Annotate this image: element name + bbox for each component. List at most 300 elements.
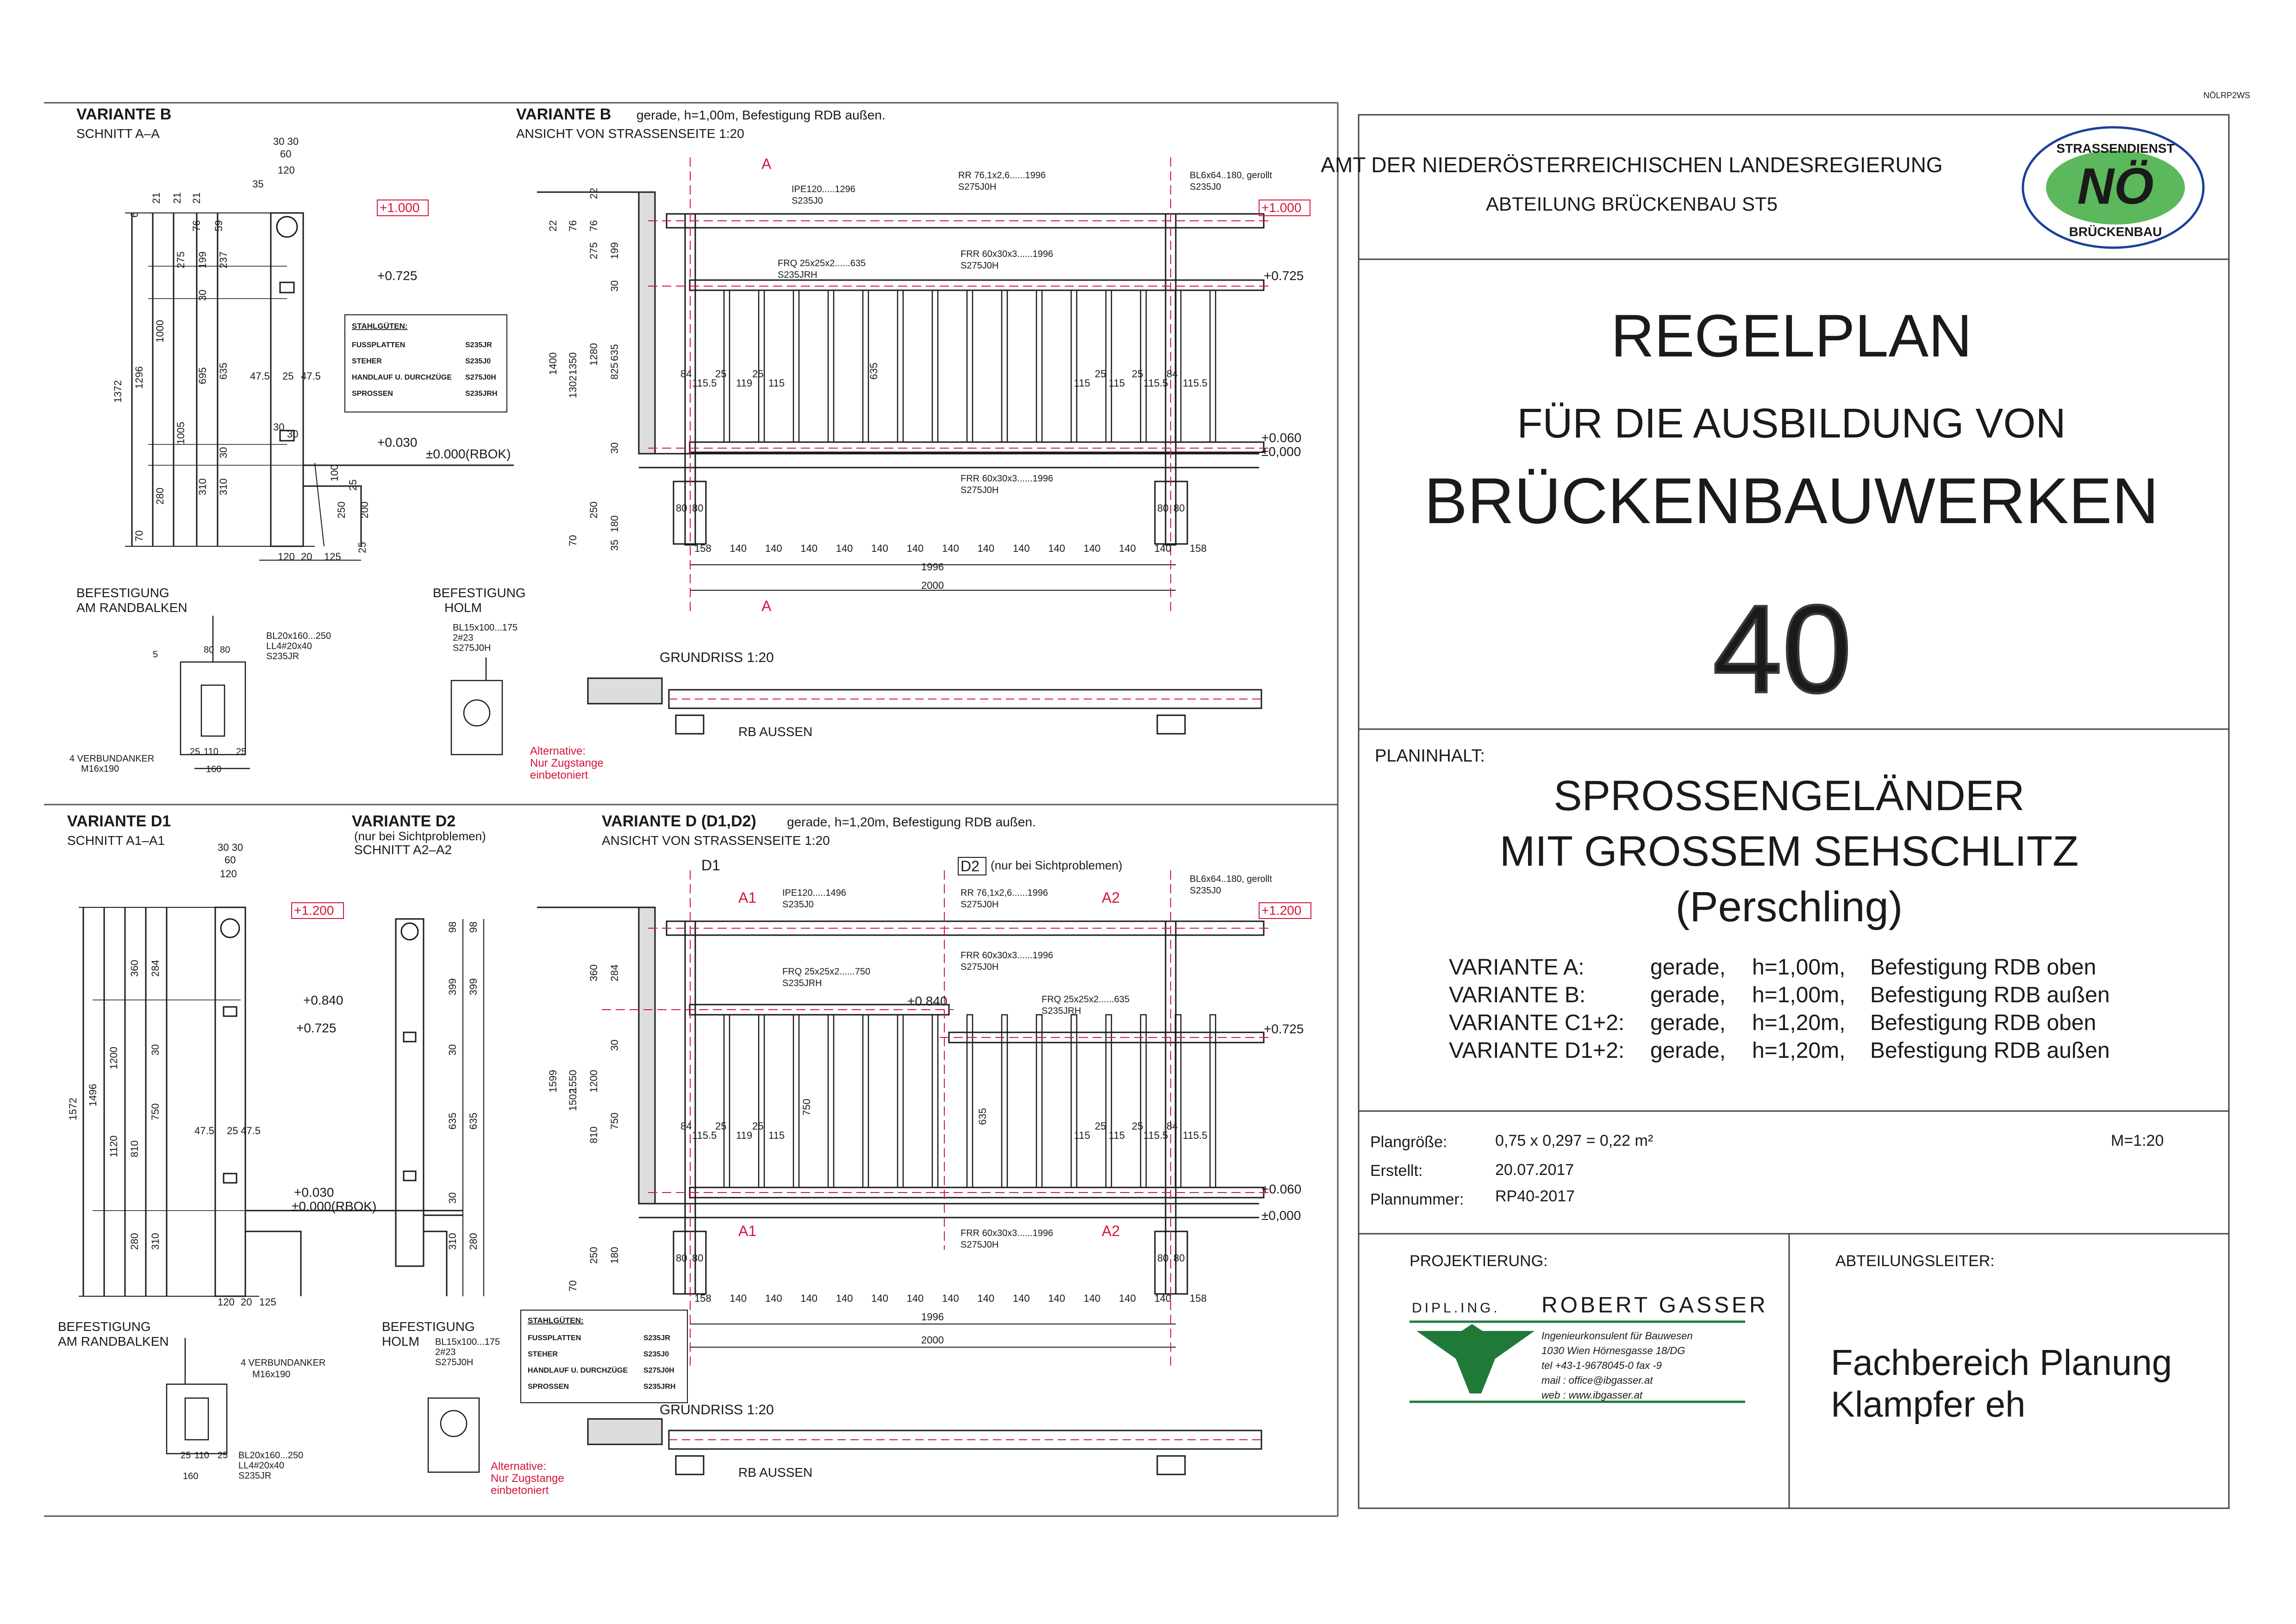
variant-d-fix-holm-title2: HOLM (382, 1334, 419, 1349)
railing-bar (1071, 1015, 1077, 1187)
variant-b-section-mark: A (761, 156, 772, 172)
svg-text:76: 76 (567, 220, 579, 231)
svg-text:BL15x100...175: BL15x100...175 (453, 623, 518, 633)
spacing-dim: 140 (730, 1293, 747, 1304)
svg-text:1000: 1000 (154, 320, 166, 343)
variant-d-d1-label: D1 (701, 857, 720, 874)
variant-b-elevation-subtitle: ANSICHT VON STRASSENSEITE 1:20 (516, 126, 744, 141)
spacing-dim: 140 (1048, 543, 1066, 554)
spacing-dim: 140 (730, 543, 747, 554)
spacing-dim: 140 (1154, 1293, 1172, 1304)
svg-text:21: 21 (191, 192, 202, 204)
svg-text:M16x190: M16x190 (252, 1369, 291, 1380)
svg-text:80: 80 (220, 645, 231, 655)
svg-text:60: 60 (225, 854, 236, 866)
svg-text:S275J0H: S275J0H (961, 261, 999, 271)
spacing-dim: 140 (836, 543, 853, 554)
svg-text:76: 76 (191, 220, 202, 231)
svg-text:115: 115 (768, 377, 785, 389)
svg-text:S235J0: S235J0 (792, 196, 823, 206)
svg-text:S235JR: S235JR (238, 1471, 272, 1481)
svg-text:LL4#20x40: LL4#20x40 (238, 1461, 284, 1471)
steel-row-item: STEHER (352, 357, 382, 365)
variant-b-section-dims (112, 136, 370, 562)
svg-text:25: 25 (190, 747, 200, 757)
spacing-dim: 140 (942, 543, 959, 554)
variant-b-fix-edge-detail (181, 616, 250, 768)
svg-text:A2: A2 (1102, 1223, 1120, 1239)
svg-text:BL15x100...175: BL15x100...175 (435, 1337, 500, 1347)
svg-text:1280: 1280 (588, 343, 599, 366)
svg-text:25: 25 (752, 368, 764, 380)
svg-text:25: 25 (227, 1125, 238, 1137)
svg-text:70: 70 (567, 1280, 579, 1292)
svg-text:FUSSPLATTEN: FUSSPLATTEN (528, 1334, 581, 1342)
svg-text:160: 160 (206, 764, 222, 775)
variant-row-height: h=1,20m, (1752, 1011, 1846, 1035)
svg-text:FRQ 25x25x2......635: FRQ 25x25x2......635 (1042, 994, 1130, 1005)
railing-bar (1141, 1015, 1146, 1187)
variant-row-height: h=1,20m, (1752, 1038, 1846, 1063)
variant-d2-note: (nur bei Sichtproblemen) (354, 829, 486, 843)
svg-text:1296: 1296 (133, 366, 145, 389)
variant-b-rb-label: RB AUSSEN (738, 725, 813, 739)
plan-no-value: RP40-2017 (1495, 1187, 1575, 1205)
svg-text:115.5: 115.5 (1143, 377, 1168, 389)
svg-text:76: 76 (588, 220, 599, 231)
svg-text:80: 80 (676, 1252, 687, 1264)
variant-b-elev-level-0060: +0.060 (1261, 431, 1302, 445)
variant-b-elevation-title-rest: gerade, h=1,00m, Befestigung RDB außen. (636, 108, 886, 122)
svg-text:S275J0H: S275J0H (961, 962, 999, 972)
svg-text:25: 25 (752, 1120, 764, 1132)
variant-d-railing (537, 907, 1264, 1347)
steel-row-grade: S235J0 (465, 357, 491, 365)
dim-total: 1996 (921, 561, 944, 573)
railing-bar (932, 1015, 938, 1187)
svg-text:119: 119 (736, 1130, 753, 1141)
strassendienst-logo-icon (2023, 127, 2203, 248)
svg-text:S235JR: S235JR (266, 651, 299, 662)
svg-text:125: 125 (259, 1296, 276, 1308)
svg-text:180: 180 (609, 515, 620, 532)
svg-text:80: 80 (1157, 1252, 1169, 1264)
variant-d-fix-edge-title: BEFESTIGUNG (58, 1319, 151, 1334)
svg-text:695: 695 (197, 367, 208, 384)
steel-table-header: STAHLGÜTEN: (352, 322, 408, 331)
variant-row-shape: gerade, (1650, 1011, 1726, 1035)
svg-text:98: 98 (468, 921, 479, 933)
svg-text:30: 30 (609, 280, 620, 292)
authority-line-1: AMT DER NIEDERÖSTERREICHISCHEN LANDESREGIERUNG (1321, 153, 1943, 177)
railing-bar (724, 290, 730, 442)
svg-text:SPROSSEN: SPROSSEN (528, 1383, 569, 1391)
svg-text:84: 84 (680, 1120, 692, 1132)
svg-text:60: 60 (280, 148, 292, 160)
railing-bar (724, 1015, 730, 1187)
svg-text:S235JR: S235JR (643, 1334, 670, 1342)
spacing-dim: 140 (977, 1293, 995, 1304)
svg-text:S275J0H: S275J0H (961, 485, 999, 495)
svg-text:30: 30 (447, 1192, 458, 1204)
svg-text:einbetoniert: einbetoniert (530, 769, 588, 781)
scale-value: M=1:20 (2111, 1132, 2164, 1149)
variant-b-section-mark: A (761, 598, 772, 614)
firm-line: web : www.ibgasser.at (1541, 1389, 1643, 1401)
railing-bar (759, 290, 764, 442)
spacing-dim: 140 (1119, 1293, 1136, 1304)
svg-text:S275J0H: S275J0H (643, 1367, 674, 1374)
svg-text:30: 30 (218, 447, 229, 458)
variant-b-plan-label: GRUNDRISS 1:20 (660, 650, 774, 665)
svg-text:115.5: 115.5 (692, 377, 717, 389)
head-label: ABTEILUNGSLEITER: (1835, 1252, 1995, 1270)
svg-text:825: 825 (609, 362, 620, 380)
svg-text:119: 119 (736, 377, 753, 389)
svg-text:35: 35 (252, 178, 264, 190)
spacing-dim: 140 (1154, 543, 1172, 554)
railing-bar (1036, 1015, 1042, 1187)
variant-d-fix-edge-labels (181, 1358, 325, 1481)
railing-bar (898, 290, 903, 442)
svg-text:FRQ 25x25x2......750: FRQ 25x25x2......750 (782, 967, 871, 977)
svg-text:750: 750 (801, 1099, 812, 1116)
svg-text:S275J0H: S275J0H (435, 1357, 474, 1368)
content-title-2: MIT GROSSEM SEHSCHLITZ (1499, 828, 2079, 875)
variant-b-fix-edge-title: BEFESTIGUNG (76, 586, 169, 600)
svg-text:S235J0: S235J0 (1190, 886, 1221, 896)
railing-bar (967, 290, 973, 442)
regelplan-subtitle: FÜR DIE AUSBILDUNG VON (1517, 400, 2066, 447)
svg-text:125: 125 (324, 551, 341, 562)
svg-text:30: 30 (609, 442, 620, 454)
svg-text:1599: 1599 (547, 1070, 559, 1093)
variant-row-fix: Befestigung RDB oben (1870, 955, 2096, 980)
svg-text:5: 5 (153, 650, 158, 660)
variant-b-section-title: VARIANTE B (76, 106, 172, 123)
svg-text:LL4#20x40: LL4#20x40 (266, 641, 312, 651)
variant-row-fix: Befestigung RDB oben (1870, 1011, 2096, 1035)
variant-row-shape: gerade, (1650, 1038, 1726, 1063)
railing-bar (967, 1015, 973, 1187)
railing-bar (1106, 1015, 1111, 1187)
svg-text:635: 635 (977, 1108, 988, 1125)
authority-line-2: ABTEILUNG BRÜCKENBAU ST5 (1485, 193, 1778, 215)
svg-text:115.5: 115.5 (1183, 1130, 1208, 1141)
svg-text:25: 25 (1132, 368, 1143, 380)
svg-text:80: 80 (676, 502, 687, 514)
svg-text:20: 20 (241, 1296, 252, 1308)
variant-row-shape: gerade, (1650, 983, 1726, 1007)
svg-text:250: 250 (336, 501, 347, 518)
svg-text:110: 110 (204, 747, 218, 757)
variant-d1-level-1200: +1.200 (294, 903, 334, 918)
variant-b-section-subtitle: SCHNITT A–A (76, 126, 160, 141)
svg-text:IPE120.....1296: IPE120.....1296 (792, 184, 855, 194)
svg-text:360: 360 (129, 960, 140, 977)
svg-text:30: 30 (447, 1044, 458, 1056)
railing-bar (898, 1015, 903, 1187)
variant-d-d2-note: (nur bei Sichtproblemen) (991, 858, 1123, 872)
svg-text:115.5: 115.5 (1183, 377, 1208, 389)
firm-line: Ingenieurkonsulent für Bauwesen (1541, 1330, 1693, 1342)
content-label: PLANINHALT: (1375, 746, 1485, 766)
railing-bar (1210, 1015, 1216, 1187)
variant-b-level-0725: +0.725 (377, 269, 418, 283)
svg-text:635: 635 (468, 1112, 479, 1130)
svg-text:199: 199 (609, 242, 620, 259)
steel-row-grade: S275J0H (465, 374, 496, 381)
railing-bar (863, 1015, 868, 1187)
variant-d-fix-holm-alt (491, 1460, 564, 1497)
svg-text:S235JRH: S235JRH (1042, 1006, 1081, 1016)
svg-text:20: 20 (301, 551, 312, 562)
variant-d-elev-level-0725: +0.725 (1264, 1022, 1304, 1036)
regelplan-subject: BRÜCKENBAUWERKEN (1424, 464, 2159, 537)
railing-bar (1002, 290, 1007, 442)
svg-text:S275J0H: S275J0H (453, 643, 491, 653)
svg-text:310: 310 (197, 478, 208, 495)
regelplan-title: REGELPLAN (1610, 302, 1972, 369)
variant-b-elev-level-1000: +1.000 (1261, 200, 1302, 215)
plan-size-label: Plangröße: (1370, 1133, 1447, 1151)
svg-text:1350: 1350 (567, 352, 579, 375)
svg-text:S235JRH: S235JRH (778, 270, 817, 280)
variant-d-fix-holm-title: BEFESTIGUNG (382, 1319, 475, 1334)
spacing-dim: 140 (1083, 1293, 1101, 1304)
variant-d-plan-label: GRUNDRISS 1:20 (660, 1402, 774, 1418)
svg-text:70: 70 (133, 530, 145, 542)
svg-text:80: 80 (1173, 502, 1185, 514)
spacing-dim: 140 (1119, 543, 1136, 554)
svg-text:160: 160 (183, 1471, 199, 1481)
svg-text:21: 21 (171, 192, 183, 204)
variant-d-elevation-title: VARIANTE D (D1,D2) (602, 812, 756, 830)
variant-row-name: VARIANTE C1+2: (1449, 1011, 1625, 1035)
svg-text:30: 30 (609, 1039, 620, 1051)
svg-text:RR 76,1x2,6......1996: RR 76,1x2,6......1996 (961, 888, 1048, 898)
svg-text:120: 120 (278, 164, 295, 176)
variant-b-plan (588, 678, 1261, 734)
svg-text:FRR 60x30x3......1996: FRR 60x30x3......1996 (961, 474, 1054, 484)
railing-bar (1071, 290, 1077, 442)
variant-d2-title: VARIANTE D2 (352, 812, 456, 830)
svg-text:S275J0H: S275J0H (958, 182, 997, 192)
svg-text:98: 98 (447, 921, 458, 933)
svg-text:80: 80 (204, 645, 214, 655)
variant-d-elev-level-0060: +0.060 (1261, 1182, 1302, 1196)
firm-line: mail : office@ibgasser.at (1541, 1374, 1653, 1386)
svg-text:21: 21 (150, 192, 162, 204)
spacing-dim: 140 (871, 543, 888, 554)
firm-prefix: DIPL.ING. (1412, 1300, 1500, 1316)
spacing-dim: 140 (977, 543, 995, 554)
svg-text:1302: 1302 (567, 375, 579, 398)
variant-b-railing (537, 192, 1264, 590)
svg-text:S235J0: S235J0 (1190, 182, 1221, 192)
svg-text:310: 310 (150, 1233, 161, 1250)
variant-b-level-rbok: ±0.000(RBOK) (426, 447, 511, 461)
svg-text:280: 280 (129, 1233, 140, 1250)
content-title-1: SPROSSENGELÄNDER (1554, 772, 2025, 819)
svg-text:M16x190: M16x190 (81, 764, 119, 774)
svg-text:2#23: 2#23 (453, 633, 474, 643)
railing-bar (932, 290, 938, 442)
svg-text:25: 25 (1132, 1120, 1143, 1132)
variant-b-bars (724, 290, 1216, 442)
svg-text:59: 59 (213, 220, 225, 231)
svg-text:180: 180 (609, 1247, 620, 1264)
svg-text:810: 810 (588, 1126, 599, 1143)
variant-d1-level-0840: +0.840 (303, 993, 343, 1007)
variant-d1-level-rbok: ±0.000(RBOK) (292, 1199, 377, 1213)
svg-text:120: 120 (278, 551, 295, 562)
svg-text:einbetoniert: einbetoniert (491, 1484, 549, 1497)
svg-text:S235JRH: S235JRH (643, 1383, 676, 1391)
svg-text:70: 70 (567, 535, 579, 546)
variant-b-part-labels (778, 170, 1272, 495)
variant-d2-subtitle: SCHNITT A2–A2 (354, 843, 452, 857)
svg-text:30: 30 (287, 428, 299, 440)
svg-text:30: 30 (197, 289, 208, 301)
svg-text:1120: 1120 (108, 1135, 119, 1157)
head-line-2: Klampfer eh (1831, 1384, 2026, 1424)
spacing-dim: 140 (942, 1293, 959, 1304)
svg-text:635: 635 (218, 362, 229, 380)
variant-d-elev-level-0840: +0.840 (907, 994, 948, 1008)
spacing-dim: 140 (800, 543, 818, 554)
svg-text:STEHER: STEHER (528, 1350, 558, 1358)
variant-row-name: VARIANTE A: (1449, 955, 1585, 980)
svg-text:25: 25 (715, 1120, 727, 1132)
railing-bar (828, 1015, 834, 1187)
svg-text:6: 6 (129, 212, 140, 218)
svg-text:1550: 1550 (567, 1070, 579, 1093)
spacing-dim: 158 (694, 1293, 711, 1304)
svg-text:47.5: 47.5 (241, 1125, 261, 1137)
svg-text:35: 35 (609, 539, 620, 551)
svg-text:80: 80 (692, 1252, 704, 1264)
variant-d-elevation-subtitle: ANSICHT VON STRASSENSEITE 1:20 (602, 833, 830, 848)
logo-mark: NÖ (2077, 158, 2154, 215)
svg-text:25: 25 (1095, 1120, 1106, 1132)
svg-text:635: 635 (609, 344, 620, 361)
variant-row-height: h=1,00m, (1752, 983, 1846, 1007)
svg-text:120: 120 (218, 1296, 235, 1308)
variant-d-red-centrelines (602, 870, 1268, 1366)
firm-line: tel +43-1-9678045-0 fax -9 (1541, 1360, 1662, 1371)
firm-name: ROBERT GASSER (1541, 1293, 1768, 1318)
svg-text:S235J0: S235J0 (643, 1350, 669, 1358)
svg-text:115: 115 (768, 1130, 785, 1141)
logo-bottom-text: BRÜCKENBAU (2069, 225, 2162, 239)
steel-row-grade: S235JRH (465, 390, 498, 398)
variant-b-fix-holm-alt (530, 745, 604, 781)
svg-text:RR 76,1x2,6......1996: RR 76,1x2,6......1996 (958, 170, 1046, 181)
variant-b-fix-holm-title: BEFESTIGUNG (433, 586, 526, 600)
svg-text:115: 115 (1074, 1130, 1091, 1141)
svg-text:80: 80 (1173, 1252, 1185, 1264)
svg-text:25: 25 (356, 542, 368, 553)
variant-d-plan (588, 1419, 1261, 1474)
plan-number: 40 (1712, 580, 1852, 719)
sheet-frame (44, 103, 1338, 1516)
dim-total: 2000 (921, 580, 944, 591)
svg-text:47.5: 47.5 (250, 370, 270, 382)
spacing-dim: 140 (765, 543, 782, 554)
svg-text:FRR 60x30x3......1996: FRR 60x30x3......1996 (961, 950, 1054, 961)
svg-text:115: 115 (1109, 1130, 1125, 1141)
variant-row-shape: gerade, (1650, 955, 1726, 980)
sheet-code: NÖLRP2WS (2203, 91, 2251, 100)
svg-text:80: 80 (1157, 502, 1169, 514)
svg-text:237: 237 (218, 251, 229, 269)
svg-text:4 VERBUNDANKER: 4 VERBUNDANKER (69, 754, 155, 764)
steel-grade-table (521, 1310, 687, 1403)
spacing-dim: 140 (765, 1293, 782, 1304)
svg-text:BL6x64..180, gerollt: BL6x64..180, gerollt (1190, 170, 1272, 181)
svg-text:120: 120 (220, 868, 237, 880)
spacing-dim: 140 (906, 543, 924, 554)
svg-text:25: 25 (218, 1450, 228, 1461)
svg-text:199: 199 (197, 251, 208, 269)
svg-text:Alternative:: Alternative: (530, 745, 586, 757)
svg-text:280: 280 (468, 1233, 479, 1250)
svg-text:84: 84 (1167, 1120, 1178, 1132)
variant-b-elev-level-0725: +0.725 (1264, 269, 1304, 283)
svg-text:310: 310 (218, 478, 229, 495)
svg-text:S235J0: S235J0 (782, 899, 814, 910)
steel-grade-table (345, 315, 507, 412)
svg-text:399: 399 (468, 978, 479, 995)
railing-bar (1106, 290, 1111, 442)
svg-text:80: 80 (692, 502, 704, 514)
variant-d1-level-0030: +0.030 (294, 1185, 334, 1199)
svg-text:1572: 1572 (67, 1098, 79, 1120)
variant-b-fix-edge-title2: AM RANDBALKEN (76, 600, 187, 615)
svg-text:Nur Zugstange: Nur Zugstange (530, 757, 604, 769)
svg-text:S235JRH: S235JRH (782, 978, 822, 988)
logo-top-text: STRASSENDIENST (2056, 141, 2175, 156)
svg-text:BL20x160...250: BL20x160...250 (266, 631, 331, 641)
variant-b-elev-level-0000: ±0,000 (1261, 444, 1301, 459)
svg-text:Nur Zugstange: Nur Zugstange (491, 1472, 564, 1485)
variant-b-fix-holm-labels (453, 623, 518, 653)
variant-b-bottom-dims (694, 543, 1207, 554)
svg-text:25: 25 (236, 747, 247, 757)
plan-no-label: Plannummer: (1370, 1191, 1464, 1208)
svg-text:1996: 1996 (921, 1311, 944, 1323)
steel-row-item: HANDLAUF U. DURCHZÜGE (352, 374, 452, 381)
svg-text:115: 115 (1074, 377, 1091, 389)
created-value: 20.07.2017 (1495, 1161, 1574, 1179)
variant-d1-subtitle: SCHNITT A1–A1 (67, 833, 165, 848)
svg-text:635: 635 (868, 362, 880, 380)
svg-text:25: 25 (181, 1450, 191, 1461)
railing-bar (793, 1015, 799, 1187)
svg-text:25: 25 (347, 479, 359, 491)
svg-text:84: 84 (1167, 368, 1178, 380)
svg-text:84: 84 (680, 368, 692, 380)
svg-text:Alternative:: Alternative: (491, 1460, 547, 1473)
svg-text:115: 115 (1109, 377, 1125, 389)
svg-text:200: 200 (359, 501, 370, 518)
variant-d1-title: VARIANTE D1 (67, 812, 171, 830)
svg-text:360: 360 (588, 964, 599, 981)
spacing-dim: 140 (836, 1293, 853, 1304)
svg-text:25: 25 (715, 368, 727, 380)
railing-bar (1036, 290, 1042, 442)
